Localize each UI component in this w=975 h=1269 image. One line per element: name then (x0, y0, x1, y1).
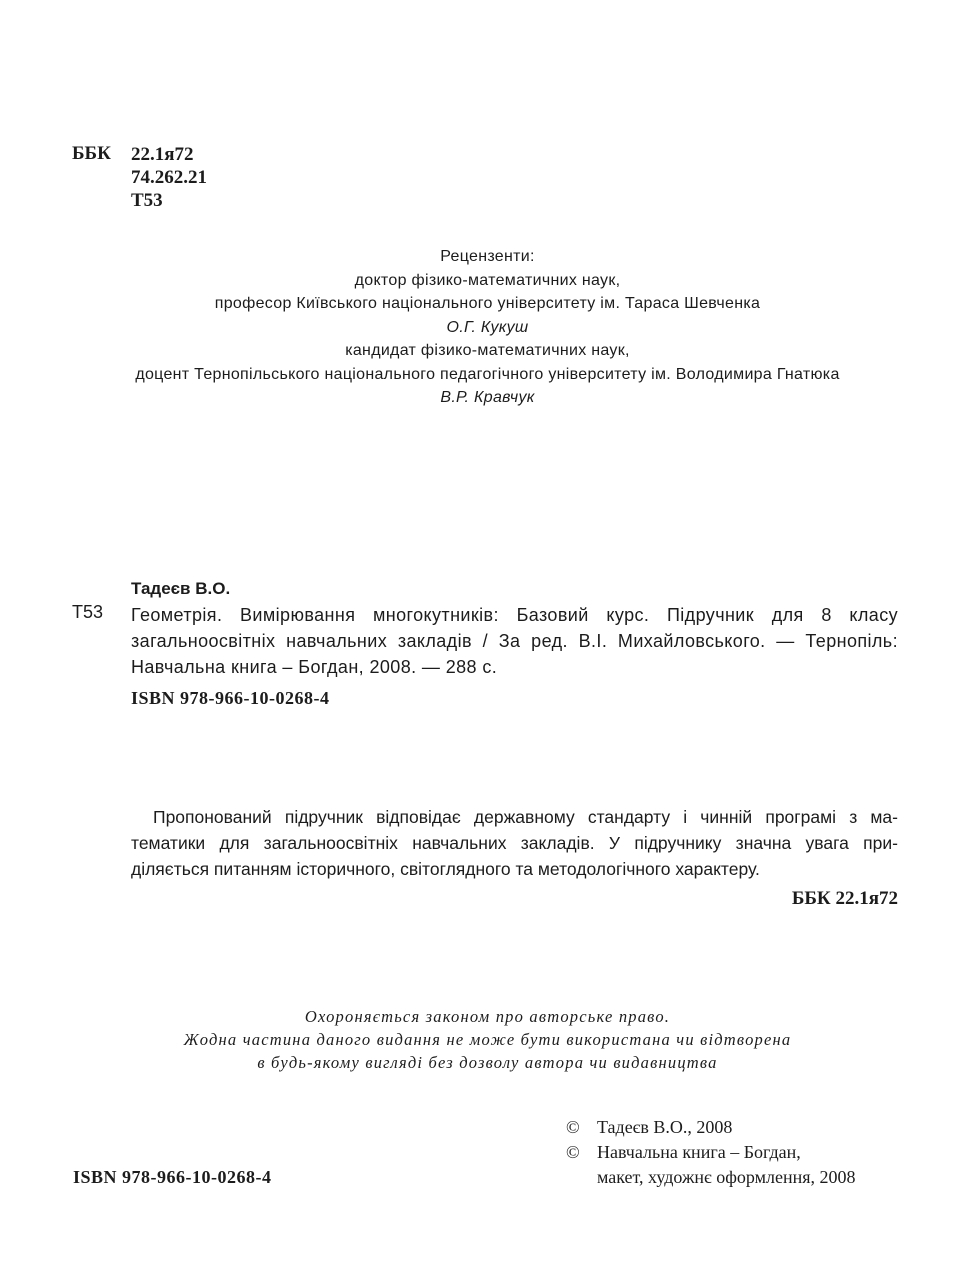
catalog-line: Навчальна книга – Богдан, 2008. — 288 с. (131, 657, 498, 677)
copyright-row (566, 1165, 856, 1190)
footer-isbn: ISBN 978-966-10-0268-4 (73, 1167, 272, 1187)
reviewers-block (0, 245, 975, 410)
bbk-code: 22.1я72 (131, 144, 194, 165)
reviewer-2-position: доцент Тернопільського національного педагогічного університету ім. Володимира Гнатюка (135, 365, 840, 383)
annotation (131, 804, 898, 882)
bbk-codes (131, 143, 207, 212)
catalog-code: Т53 (72, 602, 104, 622)
copyright-icon: © (566, 1142, 580, 1162)
catalog-isbn: ISBN 978-966-10-0268-4 (131, 688, 330, 708)
copyright-icon: © (566, 1117, 580, 1137)
copyright-design: макет, художнє оформлення, 2008 (597, 1167, 856, 1187)
bbk-label: ББК (72, 143, 111, 164)
catalog-description (131, 602, 898, 680)
reviewer-2-degree: кандидат фізико-математичних наук, (345, 342, 630, 359)
copyright-author: Тадеєв В.О., 2008 (597, 1117, 733, 1137)
catalog-line: Геометрія. Вимірювання многокутників: Базовий курс. Підручник для 8 класу (131, 605, 898, 625)
copyright-publisher: Навчальна книга – Богдан, (597, 1142, 801, 1162)
reviewer-1-position: професор Київського національного університету ім. Тараса Шевченка (214, 295, 761, 312)
notice-line: Охороняється законом про авторське право. (304, 1007, 671, 1026)
copyright-row (566, 1115, 856, 1140)
notice-line: в будь-якому вигляді без дозволу автора чи видавництва (257, 1053, 718, 1072)
notice-line: Жодна частина даного видання не може бути використана чи відтворена (183, 1030, 792, 1049)
catalog-author: Тадеєв В.О. (131, 579, 231, 598)
annotation-line: тематики для загальноосвітніх навчальних закладів. У підручнику значна увага при- (131, 833, 898, 853)
reviewer-1-degree: доктор фізико-математичних наук, (354, 271, 621, 289)
reviewer-2-name: В.Р. Кравчук (440, 389, 535, 406)
copyright-notice (0, 1005, 975, 1074)
copyright-holders (566, 1115, 856, 1190)
catalog-line: загальноосвітніх навчальних закладів / За ред. В.І. Михайловського. — Тернопіль: (131, 631, 898, 651)
annotation-bbk: ББК 22.1я72 (791, 888, 898, 909)
bbk-code: Т53 (131, 190, 163, 211)
reviewer-1-name: О.Г. Кукуш (446, 318, 529, 336)
copyright-row (566, 1140, 856, 1165)
bbk-code: 74.262.21 (131, 167, 207, 188)
annotation-line: Пропонований підручник відповідає державному стандарту і чинній програмі з ма- (153, 807, 898, 827)
reviewers-heading: Рецензенти: (440, 248, 535, 265)
annotation-line: діляється питанням історичного, світоглядного та методологічного характеру. (131, 859, 760, 879)
